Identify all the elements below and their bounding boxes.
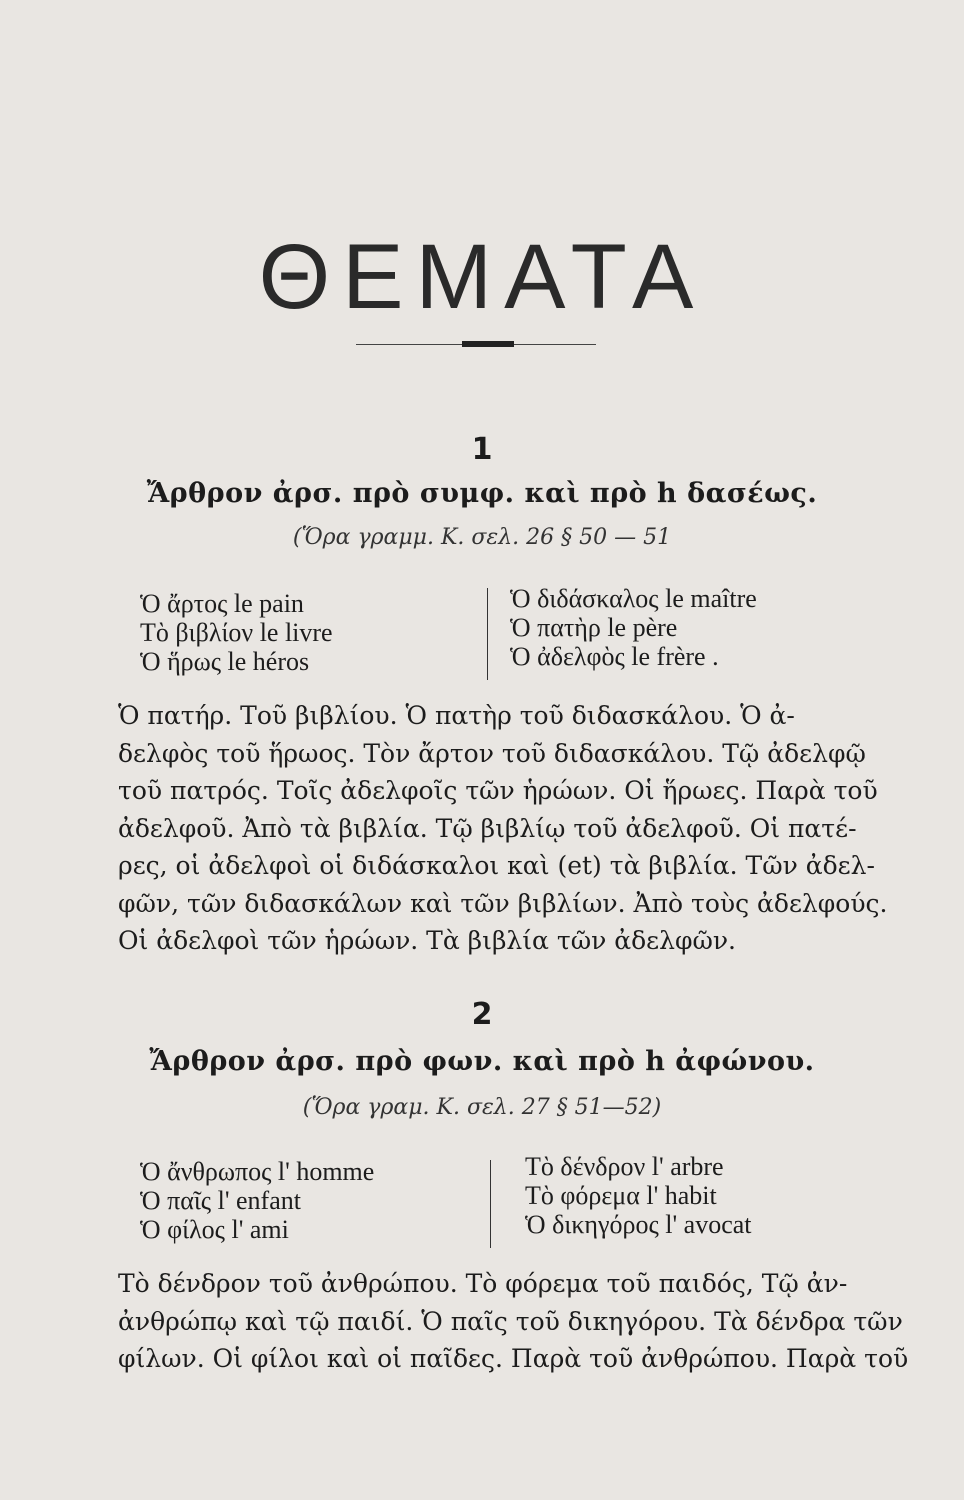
section-1-exercise	[118, 697, 888, 960]
section-2-reference: (Ὅρα γραμ. Κ. σελ. 27 § 51—52)	[302, 1095, 662, 1120]
vocab-entry: Τὸ φόρεμα l' habit	[525, 1181, 717, 1210]
exercise-line: φῶν, τῶν διδασκάλων καὶ τῶν βιβλίων. Ἀπὸ τοὺς ἀδελφούς.	[118, 888, 888, 918]
section-1-vocab-right	[510, 584, 757, 671]
vocab-entry: Ὁ φίλος l' ami	[140, 1215, 289, 1244]
exercise-line: ἀδελφοῦ. Ἀπὸ τὰ βιβλία. Τῷ βιβλίῳ τοῦ ἀδελφοῦ. Οἱ πατέ-	[118, 813, 857, 843]
vocab-entry: Ὁ δικηγόρος l' avocat	[525, 1210, 752, 1239]
vocab-entry: Ὁ ἀδελφὸς le frère .	[510, 642, 719, 671]
exercise-line: Ὁ πατήρ. Τοῦ βιβλίου. Ὁ πατὴρ τοῦ διδασκάλου. Ὁ ἀ-	[118, 701, 795, 730]
section-2-exercise	[118, 1265, 909, 1378]
exercise-line: ἀνθρώπῳ καὶ τῷ παιδί. Ὁ παῖς τοῦ δικηγόρου. Τὰ δένδρα τῶν	[118, 1306, 903, 1336]
vocab-entry: Ὁ ἄνθρωπος l' homme	[140, 1157, 375, 1186]
section-1-reference: (Ὅρα γραμμ. Κ. σελ. 26 § 50 — 51	[292, 525, 672, 550]
vocab-entry: Ὁ παῖς l' enfant	[140, 1186, 301, 1215]
section-2-vocab-divider	[490, 1160, 491, 1248]
section-2-vocab-right	[525, 1152, 752, 1239]
section-1-heading: Ἄρθρον ἀρσ. πρὸ συμφ. καὶ πρὸ h δασέως.	[146, 478, 818, 509]
section-1-vocab-divider	[487, 588, 488, 680]
exercise-line: φίλων. Οἱ φίλοι καὶ οἱ παῖδες. Παρὰ τοῦ ἀνθρώπου. Παρὰ τοῦ	[118, 1344, 909, 1373]
vocab-entry: Ὁ ἥρως le héros	[140, 647, 310, 676]
page-title: ΘΕΜΑΤΑ	[258, 226, 706, 328]
exercise-line: ρες, οἱ ἀδελφοὶ οἱ διδάσκαλοι καὶ (et) τὰ βιβλία. Τῶν ἀδελ-	[118, 851, 875, 880]
section-2-number: 2	[471, 997, 493, 1032]
exercise-line: τοῦ πατρός. Τοῖς ἀδελφοῖς τῶν ἡρώων. Οἱ ἥρωες. Παρὰ τοῦ	[118, 776, 878, 805]
vocab-entry: Τὸ βιβλίον le livre	[140, 618, 333, 647]
vocab-entry: Ὁ ἄρτος le pain	[140, 589, 304, 618]
title-divider-ornament	[462, 341, 514, 347]
exercise-line: Οἱ ἀδελφοὶ τῶν ἡρώων. Τὰ βιβλία τῶν ἀδελφῶν.	[118, 926, 736, 955]
vocab-entry: Τὸ δένδρον l' arbre	[525, 1152, 724, 1181]
exercise-line: Τὸ δένδρον τοῦ ἀνθρώπου. Τὸ φόρεμα τοῦ παιδός, Τῷ ἀν-	[118, 1269, 848, 1298]
section-2-vocab-left	[140, 1157, 374, 1244]
exercise-line: δελφὸς τοῦ ἥρωος. Τὸν ἄρτον τοῦ διδασκάλου. Τῷ ἀδελφῷ	[118, 738, 866, 768]
section-2-heading: Ἄρθρον ἀρσ. πρὸ φων. καὶ πρὸ h ἀφώνου.	[149, 1046, 815, 1077]
section-1-number: 1	[471, 432, 493, 467]
vocab-entry: Ὁ πατὴρ le père	[510, 613, 678, 642]
section-1-vocab-left	[140, 589, 333, 676]
vocab-entry: Ὁ διδάσκαλος le maître	[510, 584, 757, 613]
